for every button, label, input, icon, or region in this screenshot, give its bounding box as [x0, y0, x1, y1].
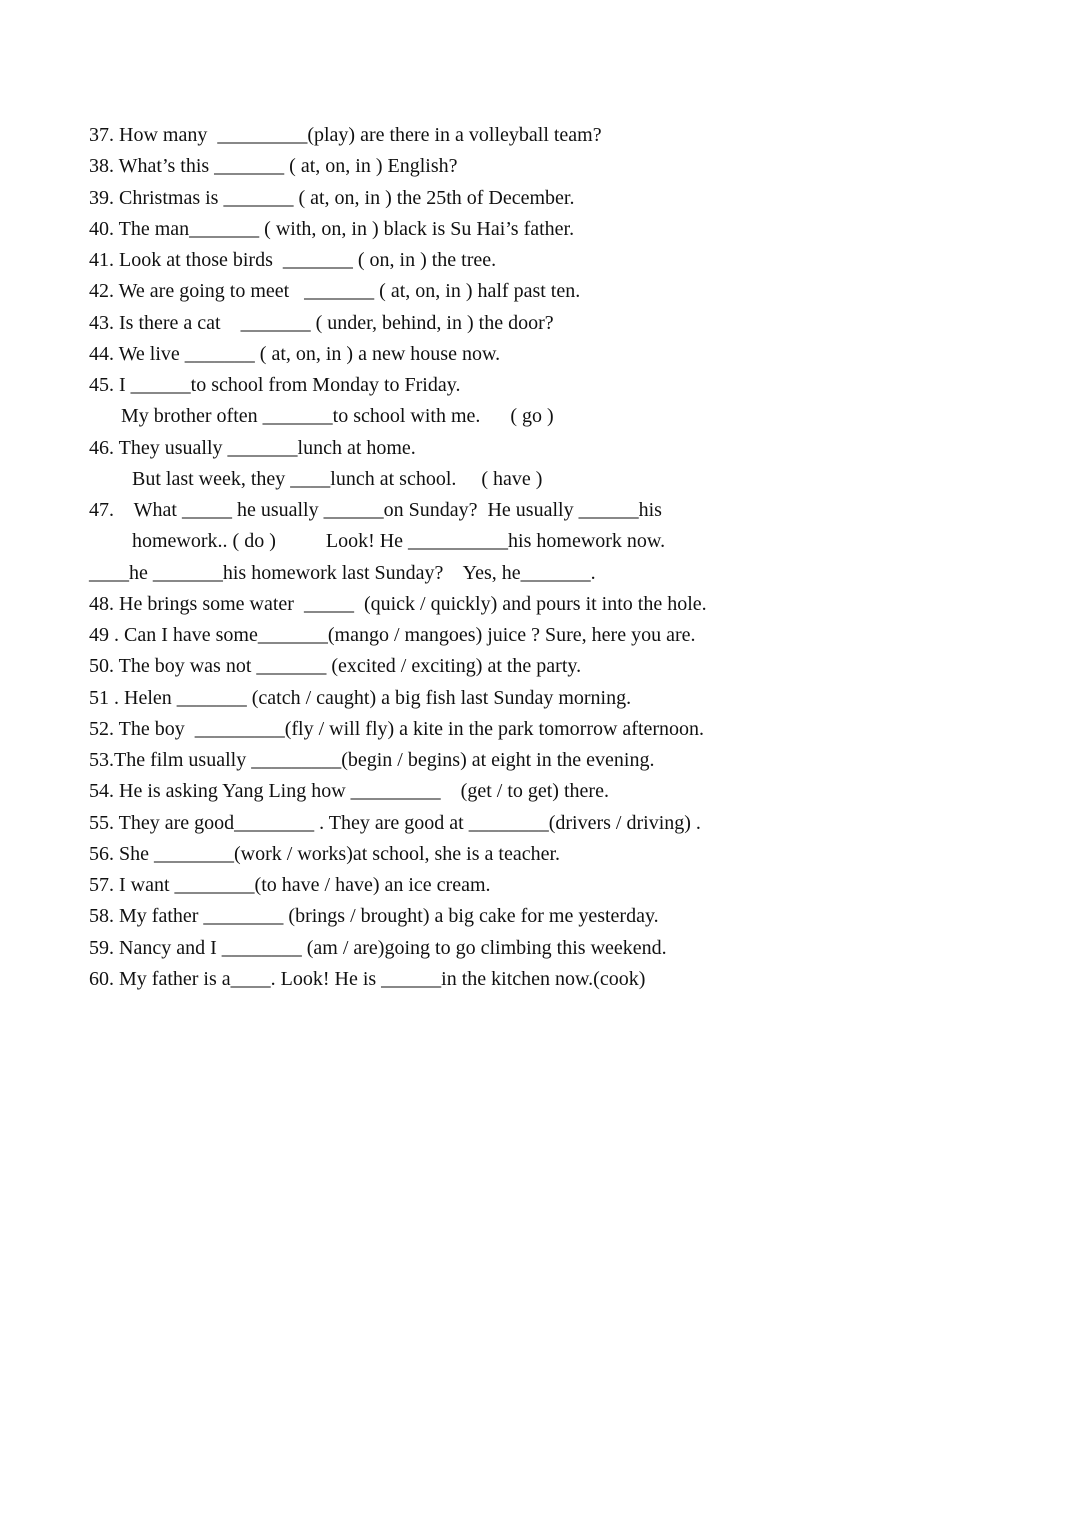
exercise-line: 38. What’s this _______ ( at, on, in ) English?	[89, 155, 458, 178]
exercise-line: homework.. ( do ) Look! He __________his homework now.	[132, 530, 666, 553]
exercise-line: 53.The film usually _________(begin / begins) at eight in the evening.	[89, 749, 655, 771]
exercise-line: But last week, they ____lunch at school. ( have )	[132, 467, 543, 490]
exercise-line: My brother often _______to school with me. ( go )	[121, 405, 554, 428]
exercise-line: 50. The boy was not _______ (excited / exciting) at the party.	[89, 655, 582, 678]
exercise-line: 55. They are good________ . They are good at ________(drivers / driving) .	[89, 811, 701, 834]
exercise-line: 43. Is there a cat _______ ( under, behind, in ) the door?	[89, 311, 554, 334]
exercise-line: 46. They usually _______lunch at home.	[89, 436, 416, 459]
exercise-line: 39. Christmas is _______ ( at, on, in ) the 25th of December.	[89, 186, 575, 209]
exercise-line: ____he _______his homework last Sunday? Yes, he_______.	[89, 561, 596, 584]
exercise-line: 56. She ________(work / works)at school, she is a teacher.	[89, 842, 561, 865]
exercise-line: 58. My father ________ (brings / brought) a big cake for me yesterday.	[89, 905, 659, 928]
exercise-line: 51 . Helen _______ (catch / caught) a big fish last Sunday morning.	[89, 686, 632, 709]
exercise-line: 57. I want ________(to have / have) an ice cream.	[89, 874, 491, 896]
exercise-line: 45. I ______to school from Monday to Friday.	[89, 374, 461, 396]
exercise-line: 54. He is asking Yang Ling how _________ (get / to get) there.	[89, 780, 609, 803]
exercise-line: 60. My father is a____. Look! He is ______in the kitchen now.(cook)	[89, 967, 646, 990]
exercise-line: 47. What _____ he usually ______on Sunday? He usually ______his	[89, 499, 662, 521]
exercise-line: 52. The boy _________(fly / will fly) a kite in the park tomorrow afternoon.	[89, 717, 705, 740]
exercise-line: 44. We live _______ ( at, on, in ) a new house now.	[89, 342, 501, 365]
exercise-line: 42. We are going to meet _______ ( at, on, in ) half past ten.	[89, 280, 581, 303]
exercise-line: 40. The man_______ ( with, on, in ) black is Su Hai’s father.	[89, 217, 575, 240]
exercise-line: 49 . Can I have some_______(mango / mangoes) juice ? Sure, here you are.	[89, 624, 696, 646]
exercise-line: 37. How many _________(play) are there in a volleyball team?	[89, 124, 602, 146]
exercise-line: 59. Nancy and I ________ (am / are)going to go climbing this weekend.	[89, 936, 667, 959]
exercise-line: 41. Look at those birds _______ ( on, in ) the tree.	[89, 249, 497, 271]
exercise-list	[89, 120, 1049, 995]
exercise-line: 48. He brings some water _____ (quick / quickly) and pours it into the hole.	[89, 592, 707, 615]
